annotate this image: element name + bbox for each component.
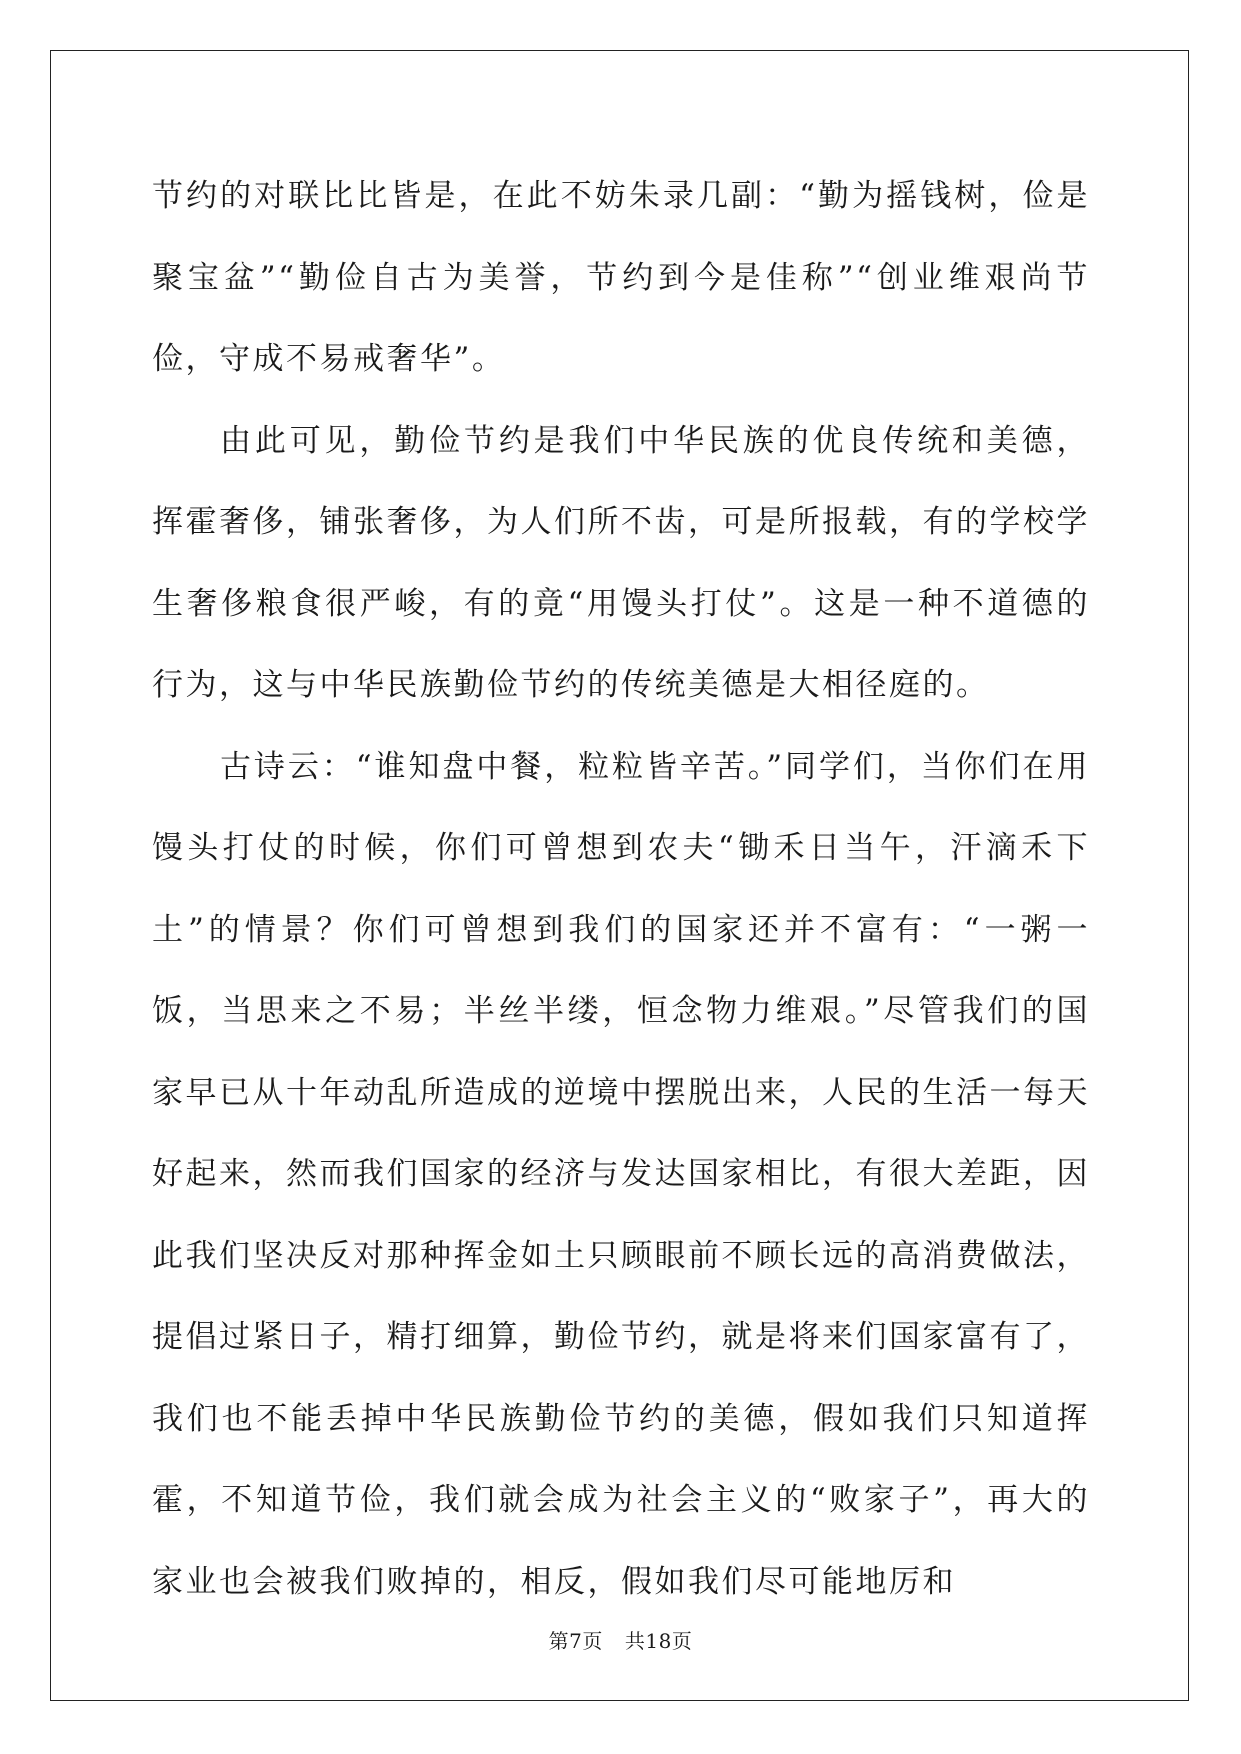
paragraph-1: 节约的对联比比皆是，在此不妨朱录几副：“勤为摇钱树，俭是聚宝盆”“勤俭自古为美誉，节约到今是佳称”“创业维艰尚节俭，守成不易戒奢华”。	[152, 178, 1090, 377]
paragraph-2: 由此可见，勤俭节约是我们中华民族的优良传统和美德，挥霍奢侈，铺张奢侈，为人们所不齿，可是所报载，有的学校学生奢侈粮食很严峻，有的竟“用馒头打仗”。这是一种不道德的行为，这与中华民族勤俭节约的传统美德是大相径庭的。	[152, 422, 1090, 703]
document-body	[152, 156, 1090, 1623]
total-pages: 共18页	[624, 1629, 693, 1653]
page-number: 第7页	[548, 1629, 603, 1653]
paragraph-3: 古诗云：“谁知盘中餐，粒粒皆辛苦。”同学们，当你们在用馒头打仗的时候，你们可曾想到农夫“锄禾日当午，汗滴禾下土”的情景？你们可曾想到我们的国家还并不富有：“一粥一饭，当思来之不易；半丝半缕，恒念物力维艰。”尽管我们的国家早已从十年动乱所造成的逆境中摆脱出来，人民的生活一每天好起来，然而我们国家的经济与发达国家相比，有很大差距，因此我们坚决反对那种挥金如土只顾眼前不顾长远的高消费做法，提倡过紧日子，精打细算，勤俭节约，就是将来们国家富有了，我们也不能丢掉中华民族勤俭节约的美德，假如我们只知道挥霍，不知道节俭，我们就会成为社会主义的“败家子”，再大的家业也会被我们败掉的，相反，假如我们尽可能地厉和	[152, 748, 1090, 1600]
page-footer	[0, 1625, 1241, 1654]
